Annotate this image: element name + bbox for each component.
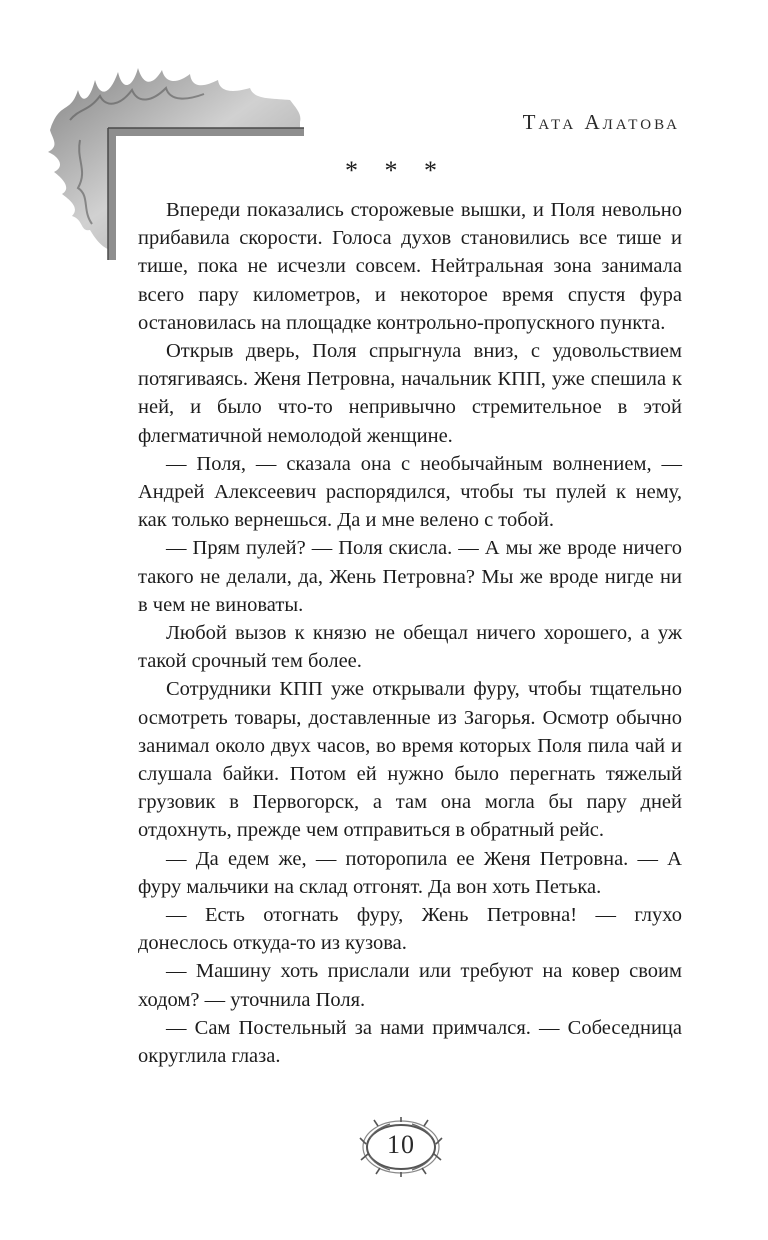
paragraph: — Поля, — сказала она с необычайным волнением, — Андрей Алексеевич распорядился, чтобы ты пулей к нему, как только вернешься. Да и мне велено с тобой. — [138, 452, 682, 532]
paragraph: Сотрудники КПП уже открывали фуру, чтобы тщательно осмотреть товары, доставленные из Загорья. Осмотр обычно занимал около двух часов, во время которых Поля пила чай и слушала байки. Потом ей нужно было перегнать тяжелый грузовик в Первогорск, а там она могла бы пару дней отдохнуть, прежде чем отправиться в обратный рейс. — [138, 678, 682, 842]
page-number-badge — [358, 1116, 444, 1178]
paragraph: — Машину хоть прислали или требуют на ковер своим ходом? — уточнила Поля. — [138, 960, 682, 1011]
paragraph: — Сам Постельный за нами примчался. — Собеседница округлила глаза. — [138, 1016, 682, 1068]
paragraph: — Прям пулей? — Поля скисла. — А мы же вроде ничего такого не делали, да, Жень Петровна? Мы же вроде нигде ни в чем не виноваты. — [138, 537, 682, 616]
page-number: 10 — [387, 1130, 415, 1159]
paragraph: Любой вызов к князю не обещал ничего хорошего, а уж такой срочный тем более. — [138, 622, 682, 673]
paragraph: Открыв дверь, Поля спрыгнула вниз, с удовольствием потягиваясь. Женя Петровна, начальник КПП, уже спешила к ней, и было что-то непривычно стремительное в этой флегматичной немолодой женщине. — [138, 340, 682, 447]
running-head-author: Тата Алатова — [522, 110, 680, 134]
body-text — [138, 196, 682, 1070]
paragraph: Впереди показались сторожевые вышки, и Поля невольно прибавила скорости. Голоса духов становились все тише и тише, пока не исчезли совсем. Нейтральная зона занимала всего пару километров, и некоторое время спустя фура остановилась на площадке контрольно-пропускного пункта. — [138, 199, 682, 334]
section-break: * * * — [345, 156, 447, 185]
paragraph: — Есть отогнать фуру, Жень Петровна! — глухо донеслось откуда-то из кузова. — [138, 904, 682, 955]
paragraph: — Да едем же, — поторопила ее Женя Петровна. — А фуру мальчики на склад отгонят. Да вон хоть Петька. — [138, 847, 682, 898]
